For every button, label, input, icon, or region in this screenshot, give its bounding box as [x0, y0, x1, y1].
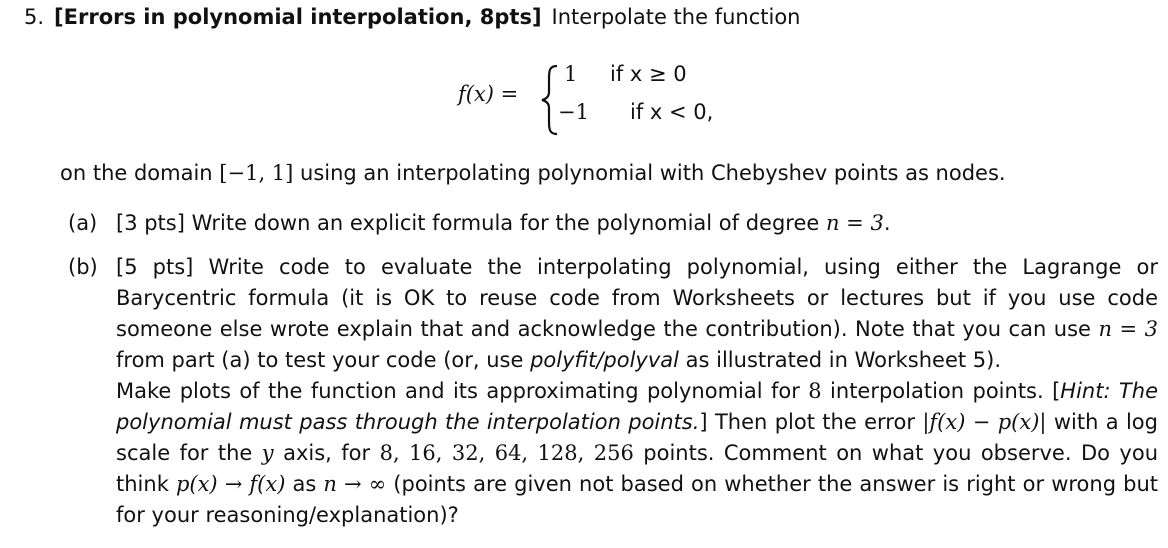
part-b-s10-math: n → ∞: [323, 472, 387, 496]
part-b-paragraph-2: [116, 376, 1158, 531]
part-a-text: [3 pts] Write down an explicit formula for the polynomial of degree: [116, 211, 826, 235]
domain-sentence: [60, 158, 1006, 189]
case1-value: 1: [564, 62, 578, 86]
part-a: [68, 208, 1158, 239]
part-b-s7-math: y: [261, 441, 274, 465]
part-b-s11: (points are given not based on whether the answer is right or wrong but for your reasoning/explanation)?: [116, 472, 1158, 527]
domain-text-after: using an interpolating polynomial with Chebyshev points as nodes.: [293, 161, 1006, 185]
part-b-body: [116, 252, 1158, 531]
part-b-s7: with a log scale for the: [116, 410, 1158, 465]
part-a-end: .: [883, 211, 891, 235]
piecewise-formula: [458, 58, 758, 138]
part-b: [68, 252, 1158, 531]
part-a-math: n = 3: [825, 211, 884, 235]
part-a-body: [116, 208, 1158, 239]
part-b-s9: points. Comment on what you observe. Do you think: [116, 441, 1158, 496]
case1-condition: if x ≥ 0: [610, 62, 687, 86]
part-b-s2: from part (a) to test your code (or, use: [116, 348, 531, 372]
part-b-s6-math: |f(x) − p(x)|: [922, 410, 1047, 434]
part-b-s8-math: 8, 16, 32, 64, 128, 256: [379, 441, 634, 465]
part-b-s10: as: [285, 472, 324, 496]
problem-title: [Errors in polynomial interpolation, 8pts]: [54, 5, 542, 29]
part-b-label: (b): [68, 255, 98, 279]
formula-lhs: f(x) =: [458, 82, 519, 106]
part-b-s8: axis, for: [273, 441, 380, 465]
part-b-s1: [5 pts] Write code to evaluate the interpolating polynomial, using either the Lagrange or Barycentric formula (it is OK to reuse code from Worksheets or lectures but if you use code someone else wrote explain that and acknowledge the contribution). Note that you can use: [116, 255, 1158, 341]
part-b-hint: Hint: The polynomial must pass through the interpolation points.: [116, 379, 1158, 434]
left-brace-icon: [540, 64, 560, 136]
part-b-s3: as illustrated in Worksheet 5).: [678, 348, 1002, 372]
case2-condition: if x < 0,: [630, 100, 714, 124]
part-b-s4-math: 8: [808, 379, 822, 403]
problem-number: 5.: [24, 5, 45, 29]
problem-lead: Interpolate the function: [551, 5, 801, 29]
part-b-paragraph-1: [116, 252, 1158, 376]
part-a-label: (a): [68, 211, 98, 235]
domain-text-before: on the domain: [60, 161, 220, 185]
part-b-s4: Make plots of the function and its approximating polynomial for: [116, 379, 809, 403]
domain-interval: [−1, 1]: [219, 161, 294, 185]
part-b-polyfit: polyfit/polyval: [530, 348, 679, 372]
problem-heading: [24, 2, 800, 32]
part-b-s5: interpolation points. [: [821, 379, 1061, 403]
part-b-s1-math: n = 3: [1098, 317, 1158, 341]
part-b-s6: ] Then plot the error: [699, 410, 923, 434]
part-b-s9-math: p(x) → f(x): [175, 472, 286, 496]
case2-value: −1: [558, 100, 589, 124]
